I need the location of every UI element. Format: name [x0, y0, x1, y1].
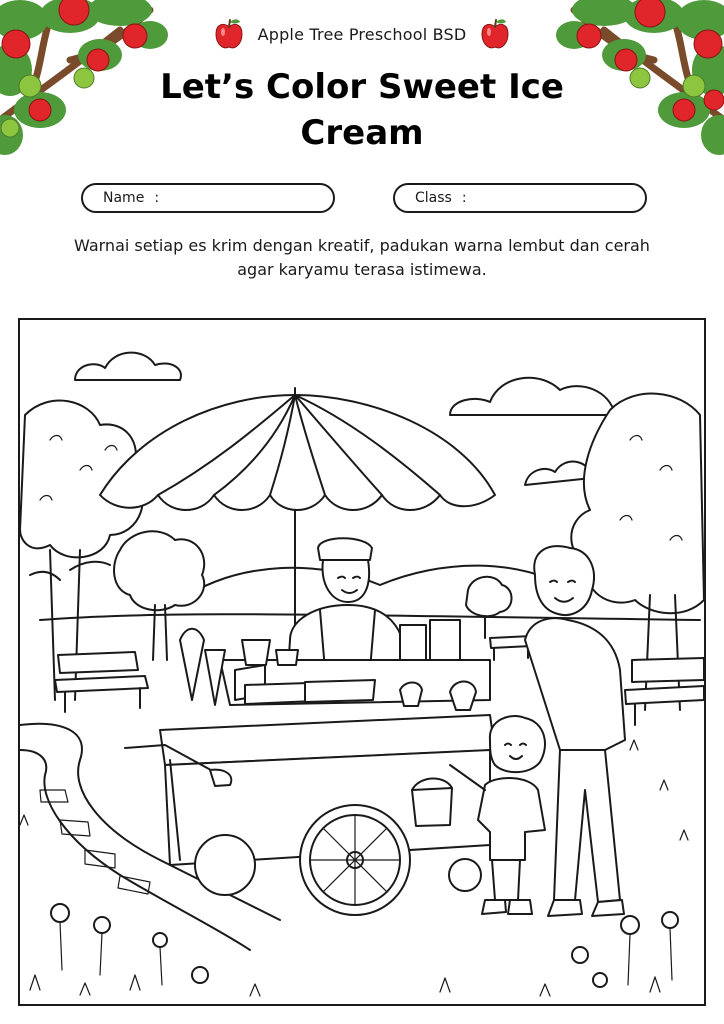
instruction-text: Warnai setiap es krim dengan kreatif, padukan warna lembut dan cerah agar karyamu terasa istimewa. [74, 236, 650, 279]
school-name: Apple Tree Preschool BSD [257, 24, 467, 44]
name-label: Name [103, 190, 145, 206]
school-header [0, 16, 724, 52]
class-field[interactable] [393, 183, 647, 213]
name-input[interactable] [165, 185, 343, 211]
ice-cream-cart-coloring-icon [20, 320, 704, 1004]
apple-icon [480, 17, 510, 51]
class-colon: : [461, 190, 467, 206]
coloring-illustration[interactable] [18, 318, 706, 1006]
class-input[interactable] [473, 185, 651, 211]
name-colon: : [154, 190, 160, 206]
class-label: Class [415, 190, 452, 206]
name-field[interactable] [81, 183, 335, 213]
apple-icon [214, 17, 244, 51]
page-title: Let’s Color Sweet Ice Cream [160, 67, 564, 153]
